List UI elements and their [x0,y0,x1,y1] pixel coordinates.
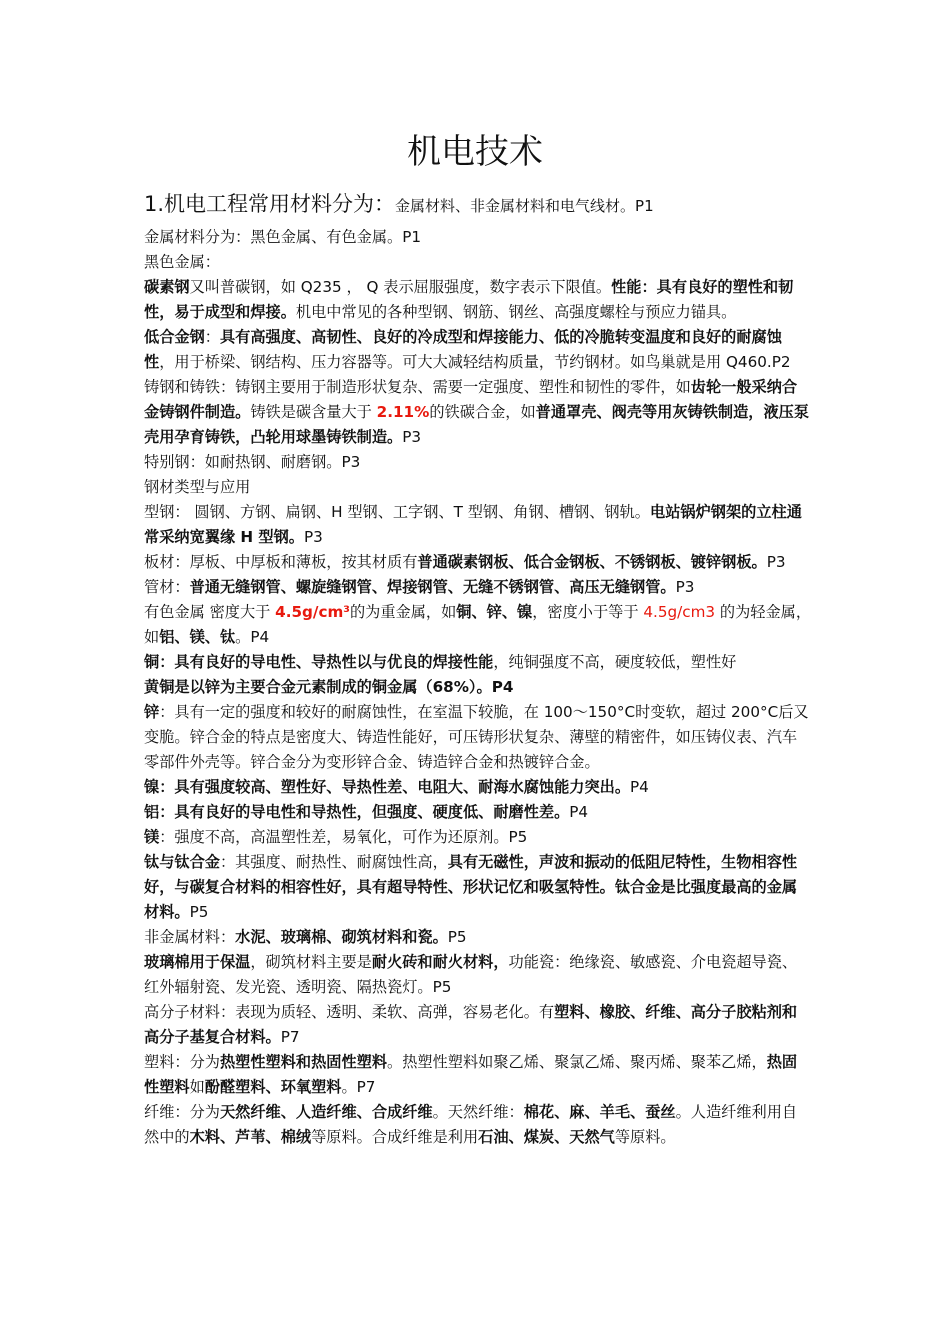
bold-text: 镁 [144,828,160,846]
text-run: 黑色金属： [144,253,220,271]
paragraph [144,700,812,775]
text-run: ： [204,328,220,346]
text-run: 特别钢：如耐热钢、耐磨钢。P3 [144,453,361,471]
paragraph [144,225,812,250]
paragraph [144,775,812,800]
bold-text: 性能：具有良好的塑性和韧性，易于成型和焊接。 [144,278,794,321]
text-run: P3 [766,553,786,571]
bold-text: 具有无磁性，声波和振动的低阻尼特性，生物相容性好，与碳复合材料的相容性好，具有超导特性、形状记忆和吸氢特性。钛合金是比强度最高的金属材料。 [144,853,798,921]
bold-text: 铜：具有良好的导电性、导热性以与优良的焊接性能 [144,653,494,671]
text-run: 非金属材料： [144,928,236,946]
bold-text: 酚醛塑料、环氧塑料 [204,1078,342,1096]
text-run: ，用于桥梁、钢结构、压力容器等。可大大减轻结构质量，节约钢材。如鸟巢就是用 Q460.P2 [159,353,791,371]
text-run: P4 [569,803,589,821]
paragraph [144,600,812,650]
text-run: 板材：厚板、中厚板和薄板，按其材质有 [144,553,418,571]
bold-text: 铝、镁、钛 [159,628,236,646]
highlight-text: 4.5g/cm3 [643,603,716,621]
section-heading [144,188,844,218]
text-run: ：强度不高，高温塑性差，易氧化，可作为还原剂。P5 [159,828,528,846]
text-run: 钢材类型与应用 [144,478,251,496]
text-run: 塑料：分为 [144,1053,220,1071]
paragraph [144,450,812,475]
bold-text: 铜、锌、镍 [456,603,533,621]
page-title: 机电技术 [407,132,543,172]
text-run: 纤维：分为 [144,1103,220,1121]
text-run: 铸铁是碳含量大于 [250,403,377,421]
text-run: 机电中常见的各种型钢、钢筋、钢丝、高强度螺栓与预应力锚具。 [295,303,737,321]
bold-text: 天然纤维、人造纤维、合成纤维 [219,1103,433,1121]
text-run: P3 [303,528,323,546]
text-run: 金属材料分为：黑色金属、有色金属。P1 [144,228,422,246]
text-run: 高分子材料：表现为质轻、透明、柔软、高弹，容易老化。有 [144,1003,555,1021]
paragraph [144,850,812,925]
bold-text: 热固性塑料 [144,1053,798,1096]
paragraph [144,550,812,575]
paragraph [144,375,812,450]
bold-text: 耐火砖和耐火材料， [371,953,509,971]
paragraph [144,475,812,500]
paragraph [144,1000,812,1050]
text-run: 。天然纤维： [432,1103,524,1121]
bold-text: 镍：具有强度较高、塑性好、导热性差、电阻大、耐海水腐蚀能力突出。 [144,778,630,796]
text-run: 。人造纤维利用自然中的 [144,1103,798,1146]
bold-text: 普通碳素钢板、低合金钢板、不锈钢板、镀锌钢板。 [417,553,767,571]
paragraph [144,325,812,375]
text-run: ：具有一定的强度和较好的耐腐蚀性，在室温下较脆，在 100～150°C时变软，超过 200°C后又变脆。锌合金的特点是密度大、铸造性能好，可压铸形状复杂、薄壁的精密件，如压铸仪表、汽车零部件外壳等。锌合金分为变形锌合金、铸造锌合金和热镀锌合金。 [144,703,809,771]
paragraph [144,1050,812,1100]
text-run: 。P4 [235,628,270,646]
highlight-text: 2.11% [376,403,430,421]
text-run: 有色金属 密度大于 [144,603,276,621]
bold-text: 黄铜是以锌为主要合金元素制成的铜金属（68%）。P4 [144,678,514,696]
highlight-text: 4.5g/cm³ [275,603,350,621]
bold-text: 铝：具有良好的导电性和导热性，但强度、硬度低、耐磨性差。 [144,803,570,821]
text-run: 型钢： 圆钢、方钢、扁钢、H 型钢、工字钢、T 型钢、角钢、槽钢、钢轨。 [144,503,650,521]
bold-text: 电站锅炉钢架的立柱通常采纳宽翼缘 H 型钢。 [144,503,802,546]
text-run: ，纯铜强度不高，硬度较低，塑性好 [493,653,737,671]
text-run: P3 [402,428,422,446]
paragraph [144,800,812,825]
text-run: 管材： [144,578,190,596]
text-run: P5 [447,928,467,946]
text-run: 功能瓷：绝缘瓷、敏感瓷、介电瓷超导瓷、红外辐射瓷、发光瓷、透明瓷、隔热瓷灯。P5 [144,953,798,996]
bold-text: 锌 [144,703,160,721]
text-run: 的为重金属，如 [349,603,457,621]
bold-text: 普通无缝钢管、螺旋缝钢管、焊接钢管、无缝不锈钢管、高压无缝钢管。 [189,578,676,596]
paragraph [144,925,812,950]
bold-text: 具有高强度、高韧性、良好的冷成型和焊接能力、低的冷脆转变温度和良好的耐腐蚀性 [144,328,782,371]
text-run: 的为轻金属，如 [144,603,812,646]
text-run: 又叫普碳钢，如 Q235 ， Q 表示屈服强度，数字表示下限值。 [189,278,612,296]
bold-text: 碳素钢 [144,278,190,296]
bold-text: 齿轮一般采纳合金铸钢件制造。 [144,378,798,421]
paragraph [144,250,812,275]
bold-text: 低合金钢 [144,328,205,346]
paragraph [144,825,812,850]
section-heading-sub: 金属材料、非金属材料和电气线材。P1 [395,197,654,215]
paragraph [144,950,812,1000]
text-run: 。P7 [341,1078,376,1096]
bold-text: 普通罩壳、阀壳等用灰铸铁制造，液压泵壳用孕育铸铁，凸轮用球墨铸铁制造。 [144,403,810,446]
text-run: 的铁碳合金，如 [429,403,536,421]
text-run: ：其强度、耐热性、耐腐蚀性高， [219,853,448,871]
section-heading-main: 1.机电工程常用材料分为： [144,192,396,216]
paragraph [144,275,812,325]
bold-text: 棉花、麻、羊毛、蚕丝 [523,1103,676,1121]
text-run: 等原料。合成纤维是利用 [311,1128,479,1146]
bold-text: 木料、芦苇、棉绒 [189,1128,312,1146]
paragraph [144,500,812,550]
text-run: 如 [189,1078,205,1096]
text-run: 。热塑性塑料如聚乙烯、聚氯乙烯、聚丙烯、聚苯乙烯， [387,1053,767,1071]
text-run: P5 [189,903,209,921]
text-run: P4 [630,778,649,796]
bold-text: 塑料、橡胶、纤维、高分子胶粘剂和高分子基复合材料。 [144,1003,798,1046]
document-body [144,225,812,1150]
bold-text: 水泥、玻璃棉、砌筑材料和瓷。 [235,928,448,946]
paragraph [144,650,812,675]
text-run: P7 [280,1028,300,1046]
text-run: 等原料。 [614,1128,676,1146]
text-run: ，密度小于等于 [532,603,644,621]
paragraph [144,675,812,700]
text-run: ，砌筑材料主要是 [250,953,372,971]
text-run: P3 [675,578,695,596]
bold-text: 热塑性塑料和热固性塑料 [219,1053,387,1071]
bold-text: 石油、煤炭、天然气 [478,1128,615,1146]
bold-text: 钛与钛合金 [144,853,220,871]
paragraph [144,1100,812,1150]
bold-text: 玻璃棉用于保温 [144,953,251,971]
text-run: 铸钢和铸铁：铸钢主要用于制造形状复杂、需要一定强度、塑性和韧性的零件，如 [144,378,691,396]
paragraph [144,575,812,600]
